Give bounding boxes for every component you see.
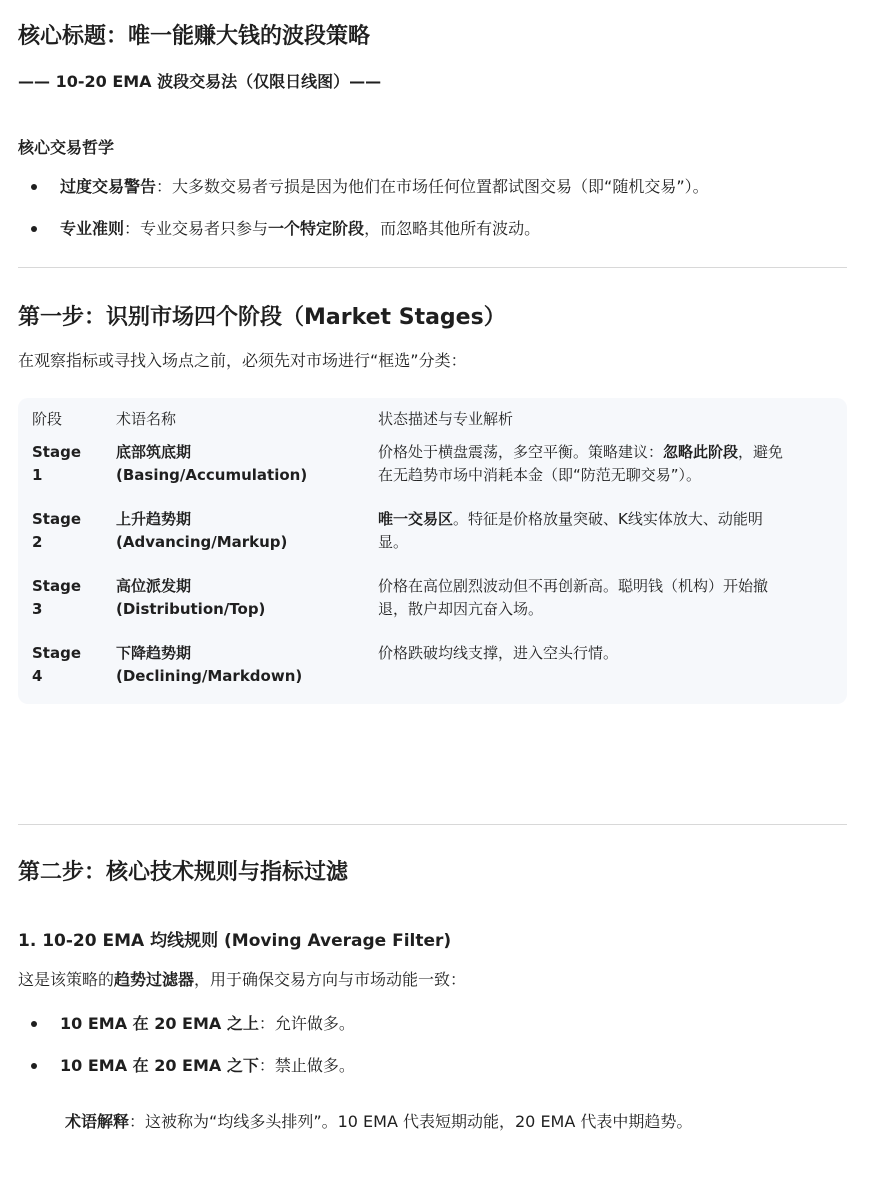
- item-text: 大多数交易者亏损是因为他们在市场任何位置都试图交易（即“随机交易”）。: [172, 177, 709, 196]
- column-header: 阶段: [32, 410, 63, 428]
- term-cell: 上升趋势期 (Advancing/Markup): [116, 510, 288, 551]
- divider: [18, 267, 847, 268]
- step2-intro: 这是该策略的趋势过滤器，用于确保交易方向与市场动能一致：: [18, 970, 467, 989]
- philosophy-heading: 核心交易哲学: [18, 138, 115, 157]
- step2-heading: 第二步：核心技术规则与指标过滤: [18, 860, 349, 885]
- step1-heading: 第一步：识别市场四个阶段（Market Stages）: [18, 305, 506, 330]
- term-cell: 底部筑底期 (Basing/Accumulation): [116, 443, 308, 484]
- list-item: [18, 1055, 355, 1097]
- stage-cell: Stage 3: [32, 577, 82, 618]
- stage-cell: Stage 1: [32, 443, 82, 484]
- item-text: 禁止做多。: [274, 1056, 355, 1075]
- ema-rules-list: [18, 1013, 355, 1097]
- item-label: 10 EMA 在 20 EMA 之上: [60, 1014, 259, 1033]
- description-cell: 唯一交易区。特征是价格放量突破、K线实体放大、动能明 显。: [378, 510, 763, 551]
- item-sep: ：: [156, 177, 173, 196]
- item-label: 过度交易警告: [60, 177, 157, 196]
- table-row: [18, 508, 847, 575]
- term-cell: 下降趋势期 (Declining/Markdown): [116, 644, 303, 685]
- page-subtitle: —— 10-20 EMA 波段交易法（仅限日线图）——: [18, 72, 382, 91]
- item-sep: ：: [258, 1014, 275, 1033]
- item-sep: ：: [258, 1056, 275, 1075]
- page-title: 核心标题：唯一能赚大钱的波段策略: [18, 24, 371, 49]
- rule-heading: 1. 10-20 EMA 均线规则 (Moving Average Filter): [18, 931, 452, 951]
- stage-cell: Stage 2: [32, 510, 82, 551]
- stages-table: [18, 398, 847, 704]
- description-cell: 价格在高位剧烈波动但不再创新高。聪明钱（机构）开始撤 退，散户却因亢奋入场。: [378, 577, 769, 618]
- table-header-row: [18, 398, 847, 441]
- table-row: [18, 642, 847, 704]
- list-item: [18, 218, 709, 260]
- item-text: 专业交易者只参与: [140, 219, 269, 238]
- divider: [18, 824, 847, 825]
- term-cell: 高位派发期 (Distribution/Top): [116, 577, 266, 618]
- philosophy-list: [18, 176, 709, 260]
- item-text: ，而忽略其他所有波动。: [364, 219, 541, 238]
- description-cell: 价格跌破均线支撑，进入空头行情。: [378, 644, 619, 662]
- item-label: 专业准则: [60, 219, 125, 238]
- description-cell: 价格处于横盘震荡，多空平衡。策略建议：忽略此阶段，避免 在无趋势市场中消耗本金（即“防范无聊交易”）。: [378, 443, 784, 484]
- list-item: [18, 1013, 355, 1055]
- table-row: [18, 575, 847, 642]
- stage-cell: Stage 4: [32, 644, 82, 685]
- item-label: 10 EMA 在 20 EMA 之下: [60, 1056, 259, 1075]
- list-item: [18, 176, 709, 218]
- item-sep: ：: [124, 219, 141, 238]
- column-header: 术语名称: [116, 410, 177, 428]
- term-note: 术语解释：这被称为“均线多头排列”。10 EMA 代表短期动能，20 EMA 代表中期趋势。: [65, 1112, 693, 1131]
- table-row: [18, 441, 847, 508]
- column-header: 状态描述与专业解析: [378, 410, 514, 428]
- item-text: 允许做多。: [274, 1014, 355, 1033]
- item-emphasis: 一个特定阶段: [268, 219, 365, 238]
- step1-intro: 在观察指标或寻找入场点之前，必须先对市场进行“框选”分类：: [18, 351, 467, 370]
